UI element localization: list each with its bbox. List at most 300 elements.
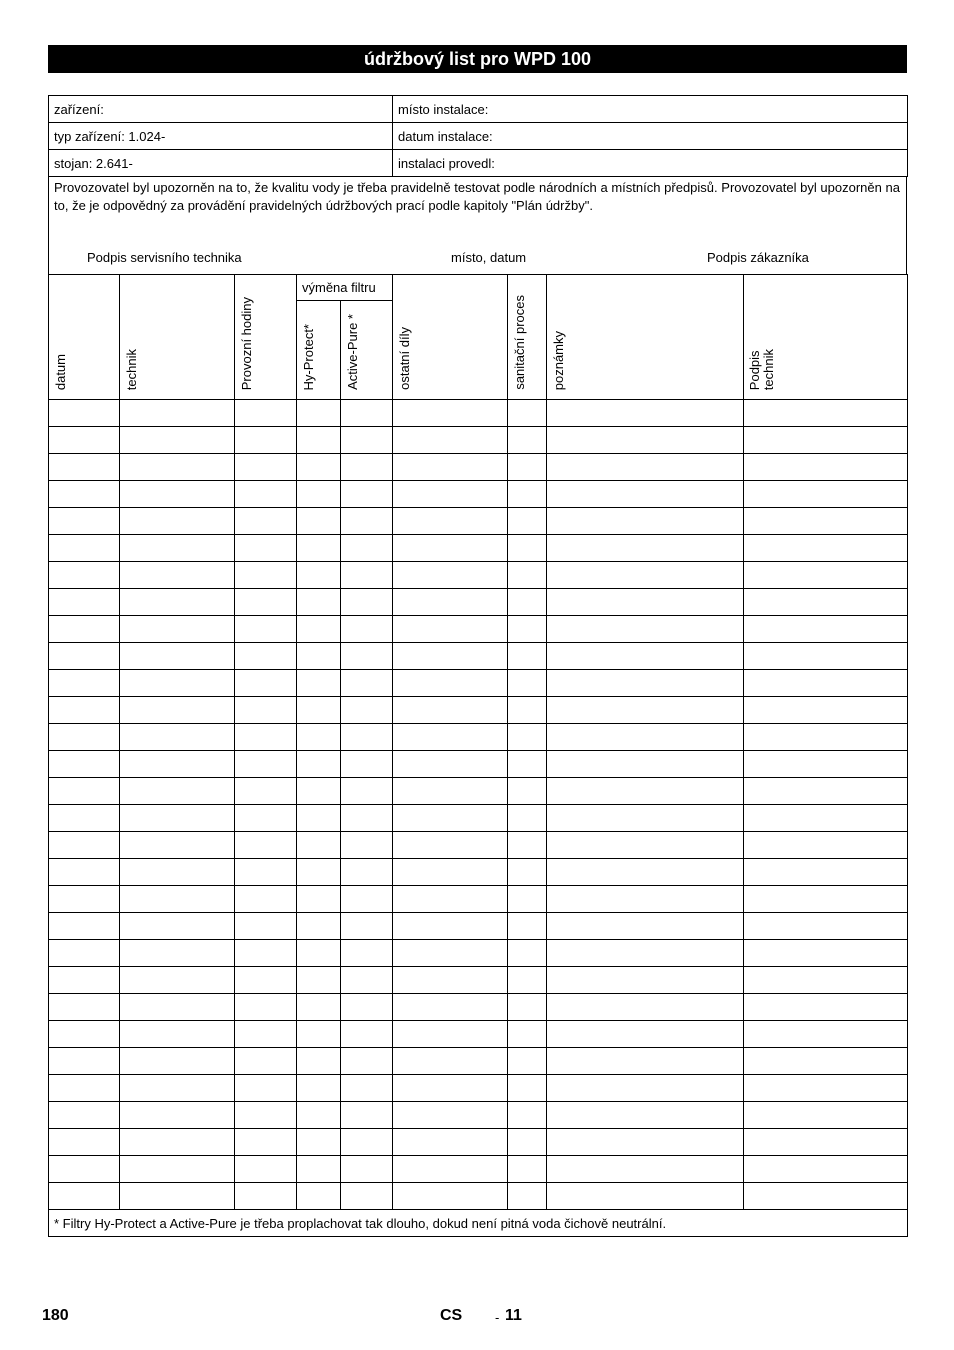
signature-cell[interactable] <box>744 616 908 643</box>
other-parts-cell[interactable] <box>393 805 508 832</box>
sanitation-cell[interactable] <box>508 616 547 643</box>
hy-protect-cell[interactable] <box>297 589 341 616</box>
active-pure-cell[interactable] <box>341 724 393 751</box>
notes-cell[interactable] <box>547 508 744 535</box>
notes-cell[interactable] <box>547 670 744 697</box>
signature-cell[interactable] <box>744 886 908 913</box>
sanitation-cell[interactable] <box>508 1183 547 1210</box>
active-pure-cell[interactable] <box>341 616 393 643</box>
notes-cell[interactable] <box>547 967 744 994</box>
active-pure-cell[interactable] <box>341 1102 393 1129</box>
hours-cell[interactable] <box>235 400 297 427</box>
install-location-field[interactable]: místo instalace: <box>393 96 908 123</box>
date-cell[interactable] <box>49 940 120 967</box>
hours-cell[interactable] <box>235 751 297 778</box>
notes-cell[interactable] <box>547 454 744 481</box>
notes-cell[interactable] <box>547 697 744 724</box>
notes-cell[interactable] <box>547 427 744 454</box>
hy-protect-cell[interactable] <box>297 778 341 805</box>
hours-cell[interactable] <box>235 778 297 805</box>
technician-cell[interactable] <box>120 940 235 967</box>
stand-field[interactable]: stojan: 2.641- <box>49 150 393 177</box>
hy-protect-cell[interactable] <box>297 859 341 886</box>
table-row <box>49 589 908 616</box>
sanitation-cell[interactable] <box>508 751 547 778</box>
other-parts-cell[interactable] <box>393 535 508 562</box>
hy-protect-cell[interactable] <box>297 562 341 589</box>
hy-protect-cell[interactable] <box>297 670 341 697</box>
table-row <box>49 697 908 724</box>
hy-protect-cell[interactable] <box>297 697 341 724</box>
other-parts-cell[interactable] <box>393 994 508 1021</box>
installed-by-field[interactable]: instalaci provedl: <box>393 150 908 177</box>
other-parts-cell[interactable] <box>393 1129 508 1156</box>
signature-cell[interactable] <box>744 859 908 886</box>
technician-cell[interactable] <box>120 1183 235 1210</box>
signature-cell[interactable] <box>744 832 908 859</box>
sanitation-cell[interactable] <box>508 1075 547 1102</box>
other-parts-cell[interactable] <box>393 508 508 535</box>
signature-cell[interactable] <box>744 724 908 751</box>
hy-protect-cell[interactable] <box>297 940 341 967</box>
table-row <box>49 454 908 481</box>
date-cell[interactable] <box>49 1048 120 1075</box>
sanitation-cell[interactable] <box>508 562 547 589</box>
date-cell[interactable] <box>49 400 120 427</box>
technician-cell[interactable] <box>120 589 235 616</box>
technician-cell[interactable] <box>120 400 235 427</box>
sanitation-cell[interactable] <box>508 535 547 562</box>
active-pure-cell[interactable] <box>341 643 393 670</box>
signature-cell[interactable] <box>744 481 908 508</box>
other-parts-cell[interactable] <box>393 886 508 913</box>
date-cell[interactable] <box>49 859 120 886</box>
date-cell[interactable] <box>49 886 120 913</box>
active-pure-cell[interactable] <box>341 535 393 562</box>
notes-cell[interactable] <box>547 1102 744 1129</box>
sanitation-cell[interactable] <box>508 427 547 454</box>
technician-cell[interactable] <box>120 724 235 751</box>
date-cell[interactable] <box>49 670 120 697</box>
notes-cell[interactable] <box>547 1183 744 1210</box>
hy-protect-cell[interactable] <box>297 1129 341 1156</box>
hy-protect-cell[interactable] <box>297 805 341 832</box>
date-cell[interactable] <box>49 616 120 643</box>
notes-cell[interactable] <box>547 913 744 940</box>
technician-cell[interactable] <box>120 1156 235 1183</box>
sanitation-cell[interactable] <box>508 994 547 1021</box>
active-pure-cell[interactable] <box>341 913 393 940</box>
signature-cell[interactable] <box>744 670 908 697</box>
device-type-field[interactable]: typ zařízení: 1.024- <box>49 123 393 150</box>
hours-cell[interactable] <box>235 643 297 670</box>
date-cell[interactable] <box>49 589 120 616</box>
notes-cell[interactable] <box>547 616 744 643</box>
other-parts-cell[interactable] <box>393 589 508 616</box>
other-parts-cell[interactable] <box>393 1075 508 1102</box>
hours-cell[interactable] <box>235 562 297 589</box>
table-row <box>49 886 908 913</box>
hy-protect-cell[interactable] <box>297 724 341 751</box>
date-cell[interactable] <box>49 427 120 454</box>
signature-cell[interactable] <box>744 562 908 589</box>
technician-cell[interactable] <box>120 886 235 913</box>
hours-cell[interactable] <box>235 1129 297 1156</box>
notes-cell[interactable] <box>547 724 744 751</box>
other-parts-cell[interactable] <box>393 562 508 589</box>
hours-cell[interactable] <box>235 589 297 616</box>
date-cell[interactable] <box>49 535 120 562</box>
signature-cell[interactable] <box>744 778 908 805</box>
signature-cell[interactable] <box>744 454 908 481</box>
other-parts-cell[interactable] <box>393 427 508 454</box>
sanitation-cell[interactable] <box>508 805 547 832</box>
hours-cell[interactable] <box>235 1075 297 1102</box>
other-parts-cell[interactable] <box>393 832 508 859</box>
hours-cell[interactable] <box>235 1183 297 1210</box>
signature-cell[interactable] <box>744 967 908 994</box>
hours-cell[interactable] <box>235 724 297 751</box>
hours-cell[interactable] <box>235 616 297 643</box>
date-cell[interactable] <box>49 643 120 670</box>
signature-cell[interactable] <box>744 643 908 670</box>
sanitation-cell[interactable] <box>508 886 547 913</box>
hy-protect-cell[interactable] <box>297 1102 341 1129</box>
other-parts-cell[interactable] <box>393 400 508 427</box>
notes-cell[interactable] <box>547 832 744 859</box>
active-pure-cell[interactable] <box>341 562 393 589</box>
other-parts-cell[interactable] <box>393 670 508 697</box>
hy-protect-cell[interactable] <box>297 751 341 778</box>
sanitation-cell[interactable] <box>508 1156 547 1183</box>
notes-cell[interactable] <box>547 1048 744 1075</box>
hy-protect-cell[interactable] <box>297 1075 341 1102</box>
signature-cell[interactable] <box>744 1075 908 1102</box>
footer-dash: - <box>495 1310 500 1325</box>
other-parts-cell[interactable] <box>393 1021 508 1048</box>
technician-cell[interactable] <box>120 508 235 535</box>
technician-cell[interactable] <box>120 535 235 562</box>
date-cell[interactable] <box>49 832 120 859</box>
notes-cell[interactable] <box>547 643 744 670</box>
notes-cell[interactable] <box>547 940 744 967</box>
table-row <box>49 805 908 832</box>
other-parts-cell[interactable] <box>393 481 508 508</box>
technician-cell[interactable] <box>120 697 235 724</box>
sanitation-cell[interactable] <box>508 940 547 967</box>
signature-cell[interactable] <box>744 1021 908 1048</box>
signature-cell[interactable] <box>744 589 908 616</box>
sanitation-cell[interactable] <box>508 589 547 616</box>
signature-cell[interactable] <box>744 427 908 454</box>
hy-protect-cell[interactable] <box>297 454 341 481</box>
hours-cell[interactable] <box>235 832 297 859</box>
date-cell[interactable] <box>49 967 120 994</box>
hours-cell[interactable] <box>235 967 297 994</box>
hours-cell[interactable] <box>235 886 297 913</box>
signature-cell[interactable] <box>744 400 908 427</box>
table-row <box>49 751 908 778</box>
technician-cell[interactable] <box>120 562 235 589</box>
hy-protect-cell[interactable] <box>297 967 341 994</box>
notes-cell[interactable] <box>547 562 744 589</box>
hy-protect-cell[interactable] <box>297 508 341 535</box>
date-cell[interactable] <box>49 1129 120 1156</box>
date-cell[interactable] <box>49 1156 120 1183</box>
other-parts-cell[interactable] <box>393 643 508 670</box>
technician-cell[interactable] <box>120 670 235 697</box>
date-cell[interactable] <box>49 1075 120 1102</box>
date-cell[interactable] <box>49 454 120 481</box>
sanitation-cell[interactable] <box>508 454 547 481</box>
signature-cell[interactable] <box>744 697 908 724</box>
other-parts-cell[interactable] <box>393 751 508 778</box>
signature-cell[interactable] <box>744 508 908 535</box>
signature-cell[interactable] <box>744 1183 908 1210</box>
signature-cell[interactable] <box>744 1129 908 1156</box>
sanitation-cell[interactable] <box>508 967 547 994</box>
technician-cell[interactable] <box>120 751 235 778</box>
technician-cell[interactable] <box>120 1048 235 1075</box>
install-date-field[interactable]: datum instalace: <box>393 123 908 150</box>
sanitation-cell[interactable] <box>508 697 547 724</box>
hours-cell[interactable] <box>235 535 297 562</box>
technician-cell[interactable] <box>120 832 235 859</box>
active-pure-cell[interactable] <box>341 1129 393 1156</box>
col-label-technician: technik <box>124 348 139 390</box>
sanitation-cell[interactable] <box>508 1021 547 1048</box>
other-parts-cell[interactable] <box>393 967 508 994</box>
signature-cell[interactable] <box>744 535 908 562</box>
active-pure-cell[interactable] <box>341 751 393 778</box>
active-pure-cell[interactable] <box>341 481 393 508</box>
table-row <box>49 400 908 427</box>
signature-cell[interactable] <box>744 805 908 832</box>
page-number: 180 <box>42 1307 69 1324</box>
technician-cell[interactable] <box>120 1102 235 1129</box>
hours-cell[interactable] <box>235 427 297 454</box>
technician-cell[interactable] <box>120 481 235 508</box>
notes-cell[interactable] <box>547 751 744 778</box>
hy-protect-cell[interactable] <box>297 886 341 913</box>
hours-cell[interactable] <box>235 1048 297 1075</box>
hours-cell[interactable] <box>235 670 297 697</box>
notes-cell[interactable] <box>547 481 744 508</box>
hy-protect-cell[interactable] <box>297 1156 341 1183</box>
signature-cell[interactable] <box>744 1102 908 1129</box>
active-pure-cell[interactable] <box>341 589 393 616</box>
hy-protect-cell[interactable] <box>297 616 341 643</box>
hy-protect-cell[interactable] <box>297 913 341 940</box>
table-row <box>49 1102 908 1129</box>
notes-cell[interactable] <box>547 805 744 832</box>
hours-cell[interactable] <box>235 1156 297 1183</box>
other-parts-cell[interactable] <box>393 616 508 643</box>
other-parts-cell[interactable] <box>393 859 508 886</box>
active-pure-cell[interactable] <box>341 994 393 1021</box>
active-pure-cell[interactable] <box>341 697 393 724</box>
sanitation-cell[interactable] <box>508 778 547 805</box>
notes-cell[interactable] <box>547 1021 744 1048</box>
active-pure-cell[interactable] <box>341 886 393 913</box>
signature-cell[interactable] <box>744 1156 908 1183</box>
notes-cell[interactable] <box>547 994 744 1021</box>
sanitation-cell[interactable] <box>508 481 547 508</box>
date-cell[interactable] <box>49 697 120 724</box>
active-pure-cell[interactable] <box>341 670 393 697</box>
active-pure-cell[interactable] <box>341 778 393 805</box>
signature-cell[interactable] <box>744 751 908 778</box>
technician-cell[interactable] <box>120 454 235 481</box>
other-parts-cell[interactable] <box>393 724 508 751</box>
other-parts-cell[interactable] <box>393 454 508 481</box>
active-pure-cell[interactable] <box>341 1075 393 1102</box>
notes-cell[interactable] <box>547 535 744 562</box>
active-pure-cell[interactable] <box>341 1183 393 1210</box>
other-parts-cell[interactable] <box>393 913 508 940</box>
date-cell[interactable] <box>49 1102 120 1129</box>
sanitation-cell[interactable] <box>508 1129 547 1156</box>
active-pure-cell[interactable] <box>341 832 393 859</box>
other-parts-cell[interactable] <box>393 1183 508 1210</box>
notes-cell[interactable] <box>547 1129 744 1156</box>
hy-protect-cell[interactable] <box>297 481 341 508</box>
notes-cell[interactable] <box>547 400 744 427</box>
table-row <box>49 508 908 535</box>
signature-cell[interactable] <box>744 1048 908 1075</box>
technician-cell[interactable] <box>120 805 235 832</box>
date-cell[interactable] <box>49 913 120 940</box>
other-parts-cell[interactable] <box>393 940 508 967</box>
col-header-signature <box>744 275 908 400</box>
other-parts-cell[interactable] <box>393 778 508 805</box>
col-label-signature <box>748 343 776 396</box>
active-pure-cell[interactable] <box>341 940 393 967</box>
other-parts-cell[interactable] <box>393 697 508 724</box>
active-pure-cell[interactable] <box>341 454 393 481</box>
other-parts-cell[interactable] <box>393 1048 508 1075</box>
date-cell[interactable] <box>49 1021 120 1048</box>
active-pure-cell[interactable] <box>341 1048 393 1075</box>
active-pure-cell[interactable] <box>341 508 393 535</box>
table-row <box>49 832 908 859</box>
date-cell[interactable] <box>49 1183 120 1210</box>
hours-cell[interactable] <box>235 697 297 724</box>
technician-cell[interactable] <box>120 967 235 994</box>
sanitation-cell[interactable] <box>508 1048 547 1075</box>
hours-cell[interactable] <box>235 454 297 481</box>
signature-cell[interactable] <box>744 994 908 1021</box>
technician-cell[interactable] <box>120 1021 235 1048</box>
signature-cell[interactable] <box>744 940 908 967</box>
signature-label-line2: technik <box>761 348 777 390</box>
notes-cell[interactable] <box>547 778 744 805</box>
date-cell[interactable] <box>49 562 120 589</box>
date-cell[interactable] <box>49 508 120 535</box>
hours-cell[interactable] <box>235 805 297 832</box>
notes-cell[interactable] <box>547 1156 744 1183</box>
active-pure-cell[interactable] <box>341 427 393 454</box>
table-row <box>49 859 908 886</box>
notes-cell[interactable] <box>547 1075 744 1102</box>
hours-cell[interactable] <box>235 940 297 967</box>
active-pure-cell[interactable] <box>341 967 393 994</box>
hy-protect-cell[interactable] <box>297 832 341 859</box>
date-cell[interactable] <box>49 778 120 805</box>
hy-protect-cell[interactable] <box>297 643 341 670</box>
date-cell[interactable] <box>49 724 120 751</box>
info-row <box>49 96 908 123</box>
hy-protect-cell[interactable] <box>297 400 341 427</box>
hy-protect-cell[interactable] <box>297 1021 341 1048</box>
sanitation-cell[interactable] <box>508 400 547 427</box>
date-cell[interactable] <box>49 994 120 1021</box>
date-cell[interactable] <box>49 481 120 508</box>
col-header-sanitation <box>508 275 547 400</box>
hours-cell[interactable] <box>235 913 297 940</box>
col-header-filter-change: výměna filtru <box>297 275 393 301</box>
technician-cell[interactable] <box>120 1075 235 1102</box>
hy-protect-cell[interactable] <box>297 427 341 454</box>
hours-cell[interactable] <box>235 994 297 1021</box>
sanitation-cell[interactable] <box>508 643 547 670</box>
sanitation-cell[interactable] <box>508 670 547 697</box>
notes-cell[interactable] <box>547 859 744 886</box>
hours-cell[interactable] <box>235 1021 297 1048</box>
active-pure-cell[interactable] <box>341 1021 393 1048</box>
date-cell[interactable] <box>49 805 120 832</box>
hours-cell[interactable] <box>235 508 297 535</box>
signature-cell[interactable] <box>744 913 908 940</box>
technician-cell[interactable] <box>120 1129 235 1156</box>
sanitation-cell[interactable] <box>508 832 547 859</box>
technician-cell[interactable] <box>120 778 235 805</box>
sanitation-cell[interactable] <box>508 859 547 886</box>
technician-cell[interactable] <box>120 643 235 670</box>
table-row <box>49 616 908 643</box>
hy-protect-cell[interactable] <box>297 1183 341 1210</box>
technician-cell[interactable] <box>120 913 235 940</box>
info-row <box>49 123 908 150</box>
hy-protect-cell[interactable] <box>297 1048 341 1075</box>
hours-cell[interactable] <box>235 1102 297 1129</box>
sanitation-cell[interactable] <box>508 724 547 751</box>
hy-protect-cell[interactable] <box>297 994 341 1021</box>
hours-cell[interactable] <box>235 481 297 508</box>
hy-protect-cell[interactable] <box>297 535 341 562</box>
other-parts-cell[interactable] <box>393 1156 508 1183</box>
col-header-active-pure <box>341 301 393 400</box>
hours-cell[interactable] <box>235 859 297 886</box>
technician-cell[interactable] <box>120 616 235 643</box>
notes-cell[interactable] <box>547 886 744 913</box>
active-pure-cell[interactable] <box>341 859 393 886</box>
table-row <box>49 994 908 1021</box>
sanitation-cell[interactable] <box>508 913 547 940</box>
technician-cell[interactable] <box>120 859 235 886</box>
sanitation-cell[interactable] <box>508 508 547 535</box>
technician-cell[interactable] <box>120 994 235 1021</box>
notes-cell[interactable] <box>547 589 744 616</box>
technician-cell[interactable] <box>120 427 235 454</box>
sanitation-cell[interactable] <box>508 1102 547 1129</box>
active-pure-cell[interactable] <box>341 805 393 832</box>
active-pure-cell[interactable] <box>341 1156 393 1183</box>
device-field[interactable]: zařízení: <box>49 96 393 123</box>
date-cell[interactable] <box>49 751 120 778</box>
other-parts-cell[interactable] <box>393 1102 508 1129</box>
active-pure-cell[interactable] <box>341 400 393 427</box>
